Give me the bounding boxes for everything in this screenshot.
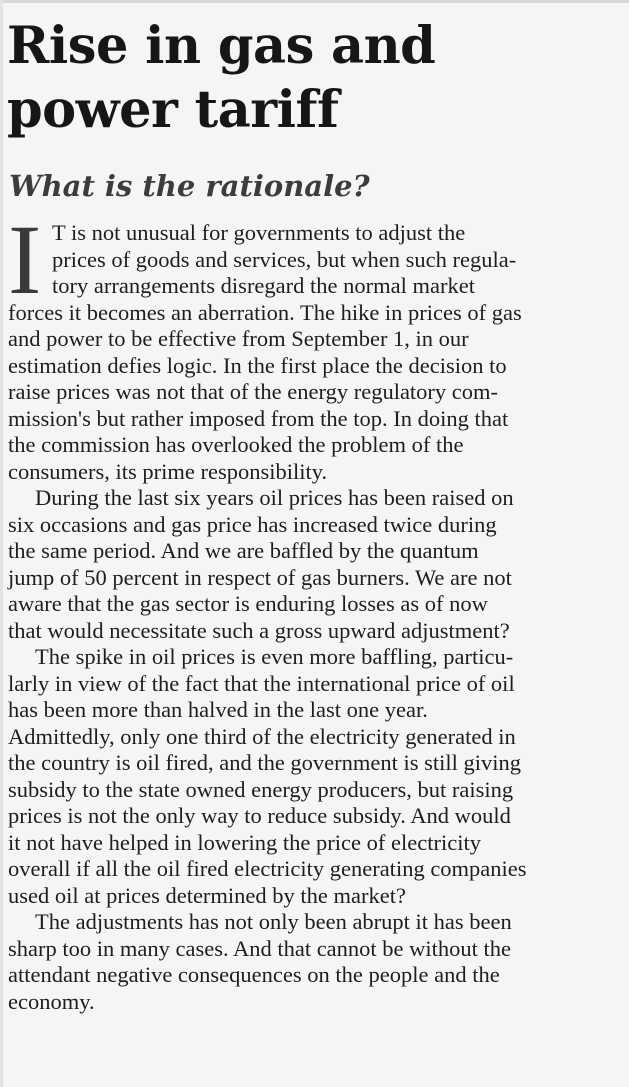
- text-line: The adjustments has not only been abrupt it has been: [35, 909, 512, 934]
- text-line: raise prices was not that of the energy regulatory com-: [8, 379, 499, 404]
- paragraph-2: [8, 485, 623, 644]
- top-border: [0, 0, 629, 3]
- text-line: has been more than halved in the last one year.: [8, 697, 428, 722]
- text-line: prices is not the only way to reduce subsidy. And would: [8, 803, 511, 828]
- drop-cap: I: [8, 204, 42, 315]
- text-line: estimation defies logic. In the first place the decision to: [8, 352, 507, 378]
- text-line: subsidy to the state owned energy producers, but raising: [8, 776, 514, 802]
- text-line: attendant negative consequences on the people and the: [8, 962, 500, 987]
- text-line: the country is oil fired, and the government is still giving: [8, 750, 522, 775]
- text-line: Admittedly, only one third of the electricity generated in: [8, 723, 516, 749]
- subheadline: What is the rationale?: [9, 169, 370, 203]
- paragraph-4: [8, 909, 623, 1015]
- text-line: mission's but rather imposed from the top. In doing that: [8, 405, 509, 431]
- left-border: [0, 0, 3, 1087]
- text-line: jump of 50 percent in respect of gas burners. We are not: [8, 564, 512, 590]
- headline: [7, 14, 617, 142]
- headline-line: Rise in gas and: [7, 16, 436, 76]
- text-line: tory arrangements disregard the normal market: [52, 273, 475, 298]
- drop-cap-lines: [52, 220, 516, 300]
- text-line: The spike in oil prices is even more baffling, particu-: [35, 644, 514, 669]
- text-line: economy.: [8, 988, 95, 1014]
- text-line: used oil at prices determined by the market?: [8, 882, 406, 908]
- paragraph-1: [8, 300, 623, 486]
- headline-line: power tariff: [7, 80, 339, 140]
- text-line: it not have helped in lowering the price of electricity: [8, 829, 481, 855]
- text-line: sharp too in many cases. And that cannot be without the: [8, 935, 512, 961]
- text-line: aware that the gas sector is enduring losses as of now: [8, 591, 488, 616]
- text-line: larly in view of the fact that the international price of oil: [8, 670, 515, 696]
- text-line: During the last six years oil prices has been raised on: [35, 485, 514, 510]
- text-line: and power to be effective from September 1, in our: [8, 326, 469, 351]
- paragraph-3: [8, 644, 623, 909]
- text-line: T is not unusual for governments to adjust the: [52, 220, 466, 245]
- text-line: the same period. And we are baffled by the quantum: [8, 538, 479, 563]
- text-line: that would necessitate such a gross upward adjustment?: [8, 617, 510, 643]
- text-line: consumers, its prime responsibility.: [8, 458, 328, 484]
- text-line: six occasions and gas price has increased twice during: [8, 511, 497, 537]
- article-body: [8, 204, 623, 1015]
- text-line: overall if all the oil fired electricity generating companies: [8, 856, 527, 881]
- text-line: the commission has overlooked the problem of the: [8, 432, 464, 457]
- text-line: forces it becomes an aberration. The hike in prices of gas: [8, 299, 522, 325]
- text-line: prices of goods and services, but when such regula-: [52, 246, 517, 272]
